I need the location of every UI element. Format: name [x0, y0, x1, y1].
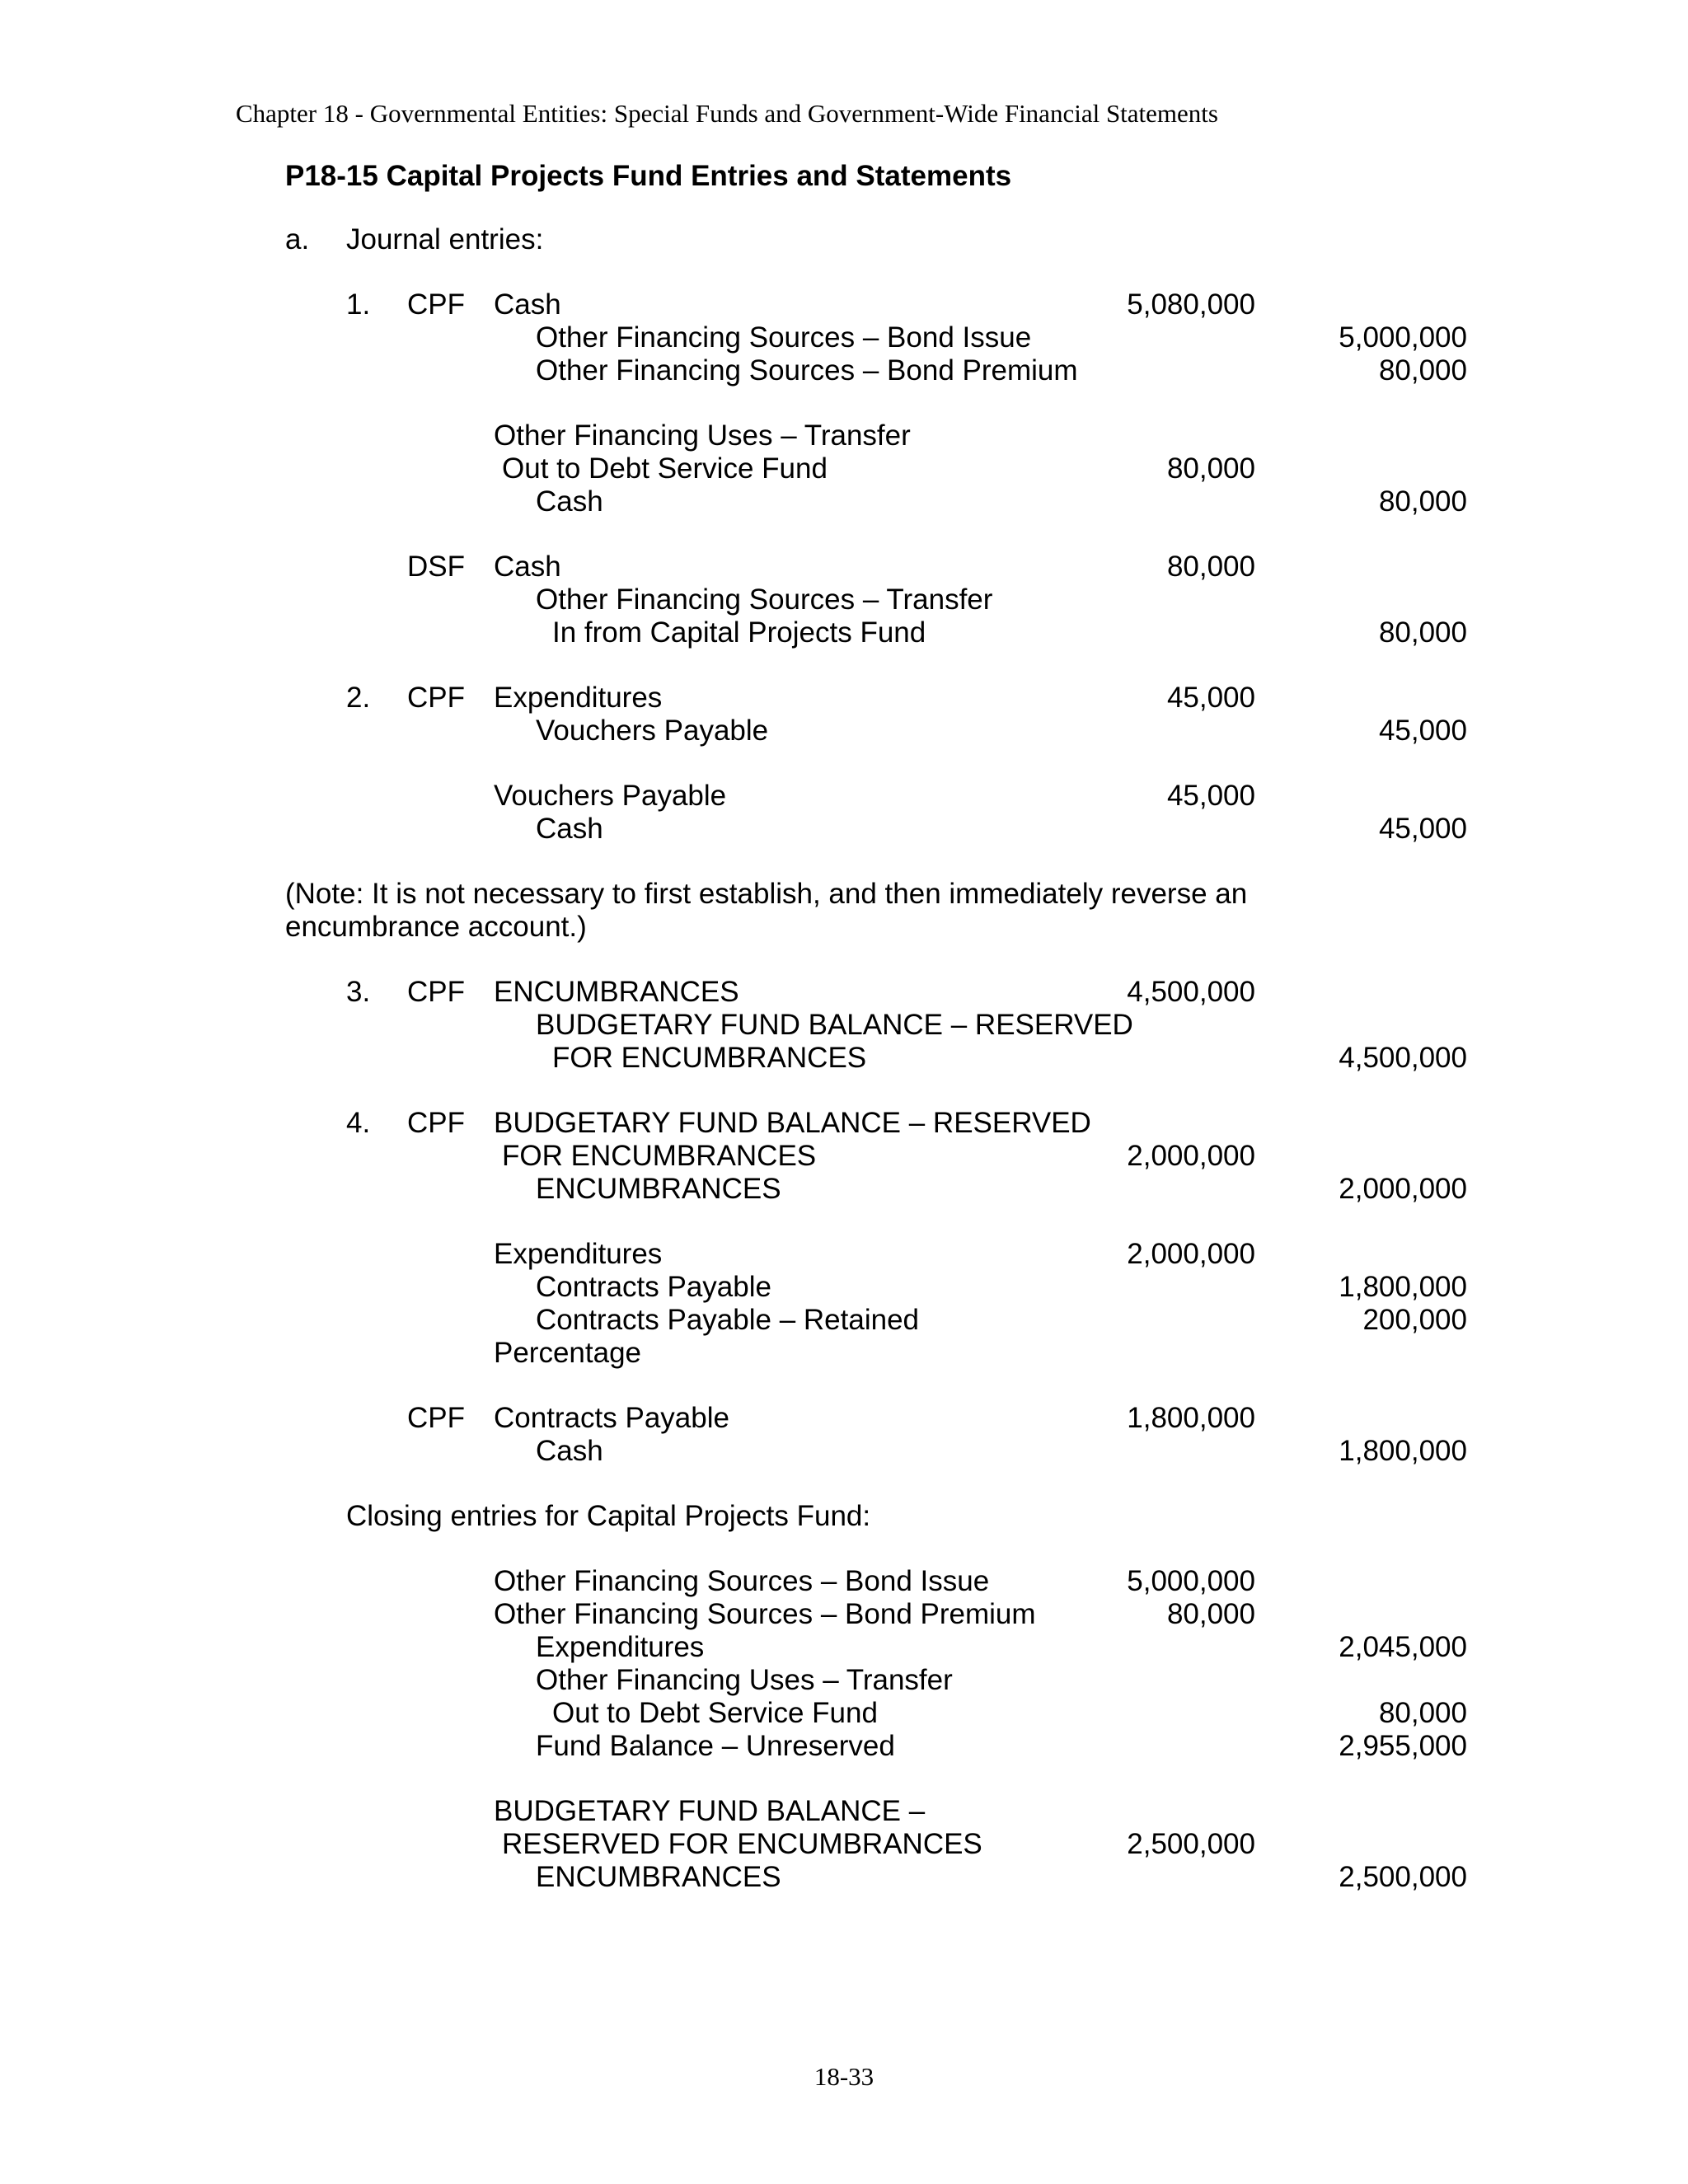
credit-amount: 80,000 [1378, 354, 1467, 387]
journal-line [0, 1697, 1688, 1730]
account-name: Expenditures [536, 1631, 705, 1663]
account-name: Out to Debt Service Fund [552, 1697, 878, 1729]
journal-line [0, 1664, 1688, 1697]
journal-line [0, 452, 1688, 485]
journal-line [0, 419, 1688, 452]
problem-title: P18-15 Capital Projects Fund Entries and Statements [285, 160, 1012, 192]
account-name: In from Capital Projects Fund [552, 616, 926, 649]
journal-line [0, 551, 1688, 583]
entry-number: 2. [346, 682, 371, 714]
account-name: Other Financing Uses – Transfer [494, 419, 911, 452]
credit-amount: 5,000,000 [1339, 321, 1467, 354]
debit-amount: 45,000 [1166, 682, 1255, 714]
closing-heading-text: Closing entries for Capital Projects Fund: [346, 1500, 871, 1532]
fund-code: CPF [407, 288, 465, 321]
journal-line [0, 1828, 1688, 1861]
account-name: RESERVED FOR ENCUMBRANCES [502, 1828, 982, 1860]
account-name: Cash [494, 551, 561, 583]
debit-amount: 45,000 [1166, 780, 1255, 812]
credit-amount: 80,000 [1378, 616, 1467, 649]
account-name: Contracts Payable [494, 1402, 729, 1434]
credit-amount: 1,800,000 [1339, 1271, 1467, 1303]
journal-line [0, 485, 1688, 518]
credit-amount: 45,000 [1378, 813, 1467, 845]
fund-code: CPF [407, 976, 465, 1008]
journal-line [0, 780, 1688, 813]
credit-amount: 45,000 [1378, 715, 1467, 747]
journal-line [0, 1861, 1688, 1894]
account-name: Contracts Payable – Retained [536, 1304, 919, 1336]
part-text: Journal entries: [346, 223, 544, 255]
journal-line [0, 1304, 1688, 1337]
journal-line [0, 1140, 1688, 1173]
journal-line [0, 813, 1688, 846]
debit-amount: 5,080,000 [1127, 288, 1255, 321]
credit-amount: 200,000 [1362, 1304, 1467, 1336]
journal-line [0, 1009, 1688, 1042]
credit-amount: 2,500,000 [1339, 1861, 1467, 1893]
credit-amount: 80,000 [1378, 1697, 1467, 1729]
note-line [0, 911, 1688, 944]
debit-amount: 80,000 [1166, 1598, 1255, 1630]
journal-line [0, 1238, 1688, 1271]
account-name: Other Financing Sources – Transfer [536, 583, 993, 616]
journal-line [0, 1730, 1688, 1763]
debit-amount: 5,000,000 [1127, 1565, 1255, 1597]
account-name: Other Financing Sources – Bond Issue [494, 1565, 990, 1597]
part-a-heading [0, 223, 1688, 256]
debit-amount: 1,800,000 [1127, 1402, 1255, 1434]
credit-amount: 2,000,000 [1339, 1173, 1467, 1205]
note-line [0, 878, 1688, 911]
account-name: Other Financing Uses – Transfer [536, 1664, 953, 1696]
account-name: Contracts Payable [536, 1271, 771, 1303]
account-name: FOR ENCUMBRANCES [552, 1042, 867, 1074]
journal-line [0, 1631, 1688, 1664]
entry-number: 1. [346, 288, 371, 321]
journal-line [0, 1042, 1688, 1075]
entry-number: 4. [346, 1107, 371, 1139]
credit-amount: 80,000 [1378, 485, 1467, 518]
credit-amount: 1,800,000 [1339, 1435, 1467, 1467]
debit-amount: 80,000 [1166, 551, 1255, 583]
journal-line [0, 1337, 1688, 1370]
debit-amount: 2,000,000 [1127, 1238, 1255, 1270]
journal-line [0, 354, 1688, 387]
debit-amount: 80,000 [1166, 452, 1255, 485]
journal-line [0, 1598, 1688, 1631]
journal-line [0, 976, 1688, 1009]
account-name: ENCUMBRANCES [494, 976, 739, 1008]
account-name: Expenditures [494, 1238, 663, 1270]
fund-code: CPF [407, 1107, 465, 1139]
page-number: 18-33 [814, 2062, 874, 2091]
account-name: Fund Balance – Unreserved [536, 1730, 895, 1762]
journal-line [0, 1402, 1688, 1435]
journal-line [0, 1435, 1688, 1468]
account-name: ENCUMBRANCES [536, 1173, 781, 1205]
journal-line [0, 616, 1688, 649]
account-name: BUDGETARY FUND BALANCE – RESERVED [536, 1009, 1133, 1041]
debit-amount: 2,500,000 [1127, 1828, 1255, 1860]
credit-amount: 2,955,000 [1339, 1730, 1467, 1762]
closing-heading [0, 1500, 1688, 1533]
journal-line [0, 715, 1688, 748]
fund-code: DSF [407, 551, 465, 583]
journal-line [0, 1565, 1688, 1598]
journal-line [0, 288, 1688, 321]
fund-code: CPF [407, 1402, 465, 1434]
debit-amount: 2,000,000 [1127, 1140, 1255, 1172]
account-name: BUDGETARY FUND BALANCE – RESERVED [494, 1107, 1091, 1139]
account-name: Cash [536, 1435, 603, 1467]
account-name: Expenditures [494, 682, 663, 714]
account-name: FOR ENCUMBRANCES [502, 1140, 817, 1172]
journal-line [0, 1173, 1688, 1206]
account-name: Cash [536, 813, 603, 845]
account-name: Vouchers Payable [536, 715, 769, 747]
journal-line [0, 583, 1688, 616]
debit-amount: 4,500,000 [1127, 976, 1255, 1008]
note-text: (Note: It is not necessary to first establish, and then immediately reverse an [285, 878, 1248, 910]
account-name: Other Financing Sources – Bond Premium [536, 354, 1078, 387]
account-name: Out to Debt Service Fund [502, 452, 828, 485]
credit-amount: 4,500,000 [1339, 1042, 1467, 1074]
account-name: Cash [536, 485, 603, 518]
account-name: Other Financing Sources – Bond Issue [536, 321, 1032, 354]
account-name: Percentage [494, 1337, 642, 1369]
note-text: encumbrance account.) [285, 911, 587, 943]
credit-amount: 2,045,000 [1339, 1631, 1467, 1663]
fund-code: CPF [407, 682, 465, 714]
account-name: Vouchers Payable [494, 780, 727, 812]
part-label: a. [285, 223, 310, 255]
journal-line [0, 1271, 1688, 1304]
journal-line [0, 682, 1688, 715]
account-name: BUDGETARY FUND BALANCE – [494, 1795, 926, 1827]
chapter-header: Chapter 18 - Governmental Entities: Special Funds and Government-Wide Financial Statements [236, 99, 1218, 128]
journal-line [0, 1107, 1688, 1140]
journal-line [0, 321, 1688, 354]
journal-line [0, 1795, 1688, 1828]
account-name: Cash [494, 288, 561, 321]
account-name: ENCUMBRANCES [536, 1861, 781, 1893]
entry-number: 3. [346, 976, 371, 1008]
account-name: Other Financing Sources – Bond Premium [494, 1598, 1036, 1630]
